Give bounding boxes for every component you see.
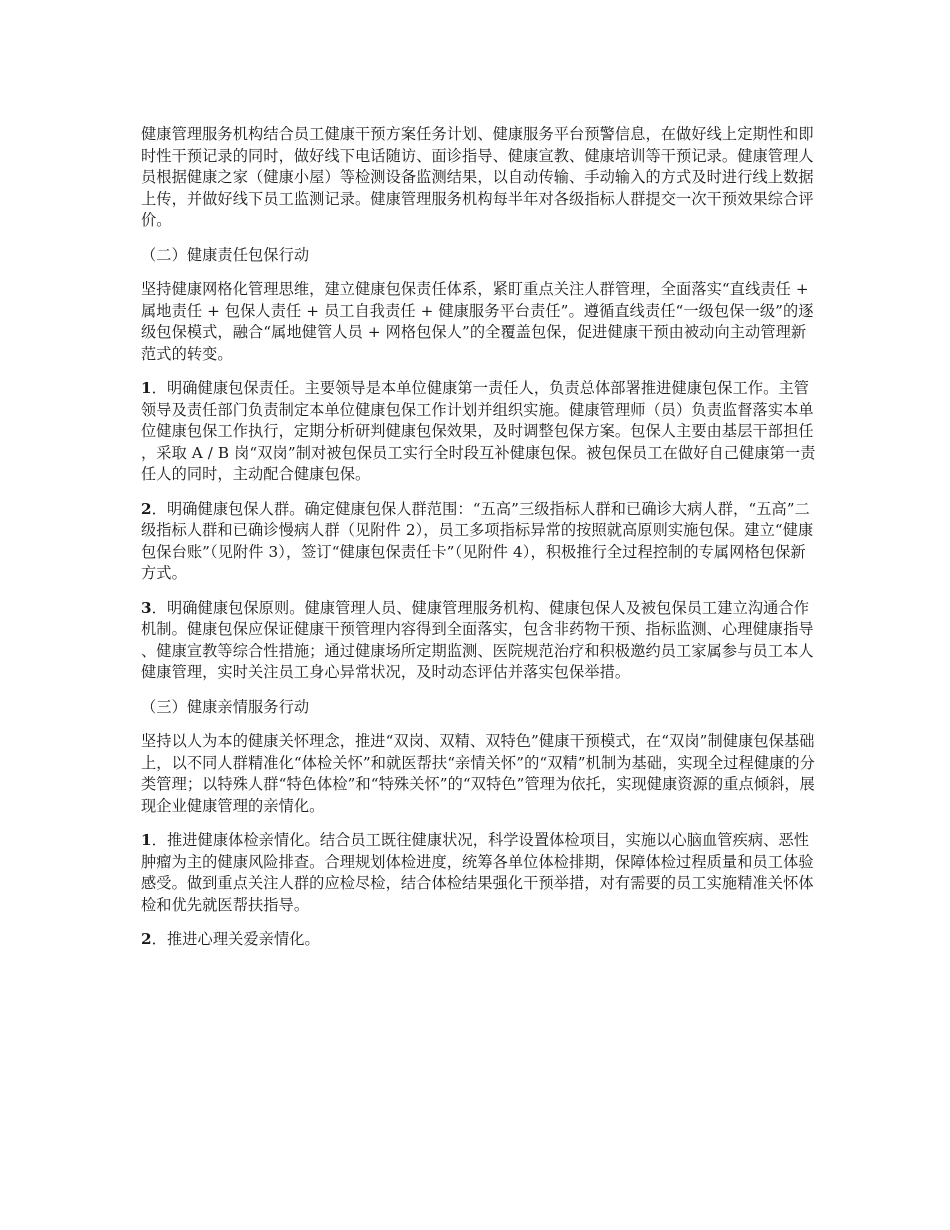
item-text: ．明确健康包保人群。确定健康包保人群范围：“五高”三级指标人群和已确诊大病人群，“五高”二级指标人群和已确诊慢病人群（见附件 2），员工多项指标异常的按照就高原则实施包保。建立“健康包保台账”（见附件 3），签订“健康包保责任卡”（见附件 4），积极推行全过程控制的专属网格包保新方式。 [141,499,814,582]
item-number: 2 [141,930,152,948]
list-item-population [141,499,817,585]
item-number: 1 [141,379,152,397]
item-text: ．推进健康体检亲情化。结合员工既往健康状况，科学设置体检项目，实施以心脑血管疾病、恶性肿瘤为主的健康风险排查。合理规划体检进度，统筹各单位体检排期，保障体检过程质量和员工体验感受。做到重点关注人群的应检尽检，结合体检结果强化干预举措，对有需要的员工实施精准关怀体检和优先就医帮扶指导。 [141,831,814,914]
item-text: ．明确健康包保原则。健康管理人员、健康管理服务机构、健康包保人及被包保员工建立沟通合作机制。健康包保应保证健康干预管理内容得到全面落实，包含非药物干预、指标监测、心理健康指导、健康宣教等综合性措施；通过健康场所定期监测、医院规范治疗和积极邀约员工家属参与员工本人健康管理，实时关注员工身心异常状况，及时动态评估并落实包保举措。 [141,598,814,681]
list-item-psychological-care [141,929,817,951]
item-number: 1 [141,831,152,849]
section-heading-family-care: （三）健康亲情服务行动 [141,697,310,716]
list-item-principles [141,598,817,684]
section-heading-responsibility: （二）健康责任包保行动 [141,245,310,264]
item-text: ．推进心理关爱亲情化。 [151,930,320,948]
item-text: ．明确健康包保责任。主要领导是本单位健康第一责任人，负责总体部署推进健康包保工作。主管领导及责任部门负责制定本单位健康包保工作计划并组织实施。健康管理师（员）负责监督落实本单位健康包保工作执行，定期分析研判健康包保效果，及时调整包保方案。包保人主要由基层干部担任，采取 A / B 岗“双岗”制对被包保员工实行全时段互补健康包保。被包保员工在做好自己健康第一责任人的同时，主动配合健康包保。 [141,379,816,483]
paragraph-care-concept: 坚持以人为本的健康关怀理念，推进“双岗、双精、双特色”健康干预模式，在“双岗”制健康包保基础上，以不同人群精准化“体检关怀”和就医帮扶“亲情关怀”的“双精”机制为基础，实现全过程健康的分类管理；以特殊人群“特色体检”和“特殊关怀”的“双特色”管理为依托，实现健康资源的重点倾斜，展现企业健康管理的亲情化。 [141,732,815,815]
paragraph-intervention-records: 健康管理服务机构结合员工健康干预方案任务计划、健康服务平台预警信息，在做好线上定期性和即时性干预记录的同时，做好线下电话随访、面诊指导、健康宣教、健康培训等干预记录。健康管理人员根据健康之家（健康小屋）等检测设备监测结果，以自动传输、手动输入的方式及时进行线上数据上传，并做好线下员工监测记录。健康管理服务机构每半年对各级指标人群提交一次干预效果综合评价。 [141,125,814,229]
document-page [141,124,817,964]
item-number: 2 [141,499,152,518]
list-item-responsibility [141,378,817,486]
list-item-physical-exam [141,830,817,916]
item-number: 3 [141,598,152,617]
paragraph-responsibility-system: 坚持健康网格化管理思维，建立健康包保责任体系，紧盯重点关注人群管理，全面落实“直线责任 + 属地责任 + 包保人责任 + 员工自我责任 + 健康服务平台责任”。遵循直线责任“一级包保一级”的逐级包保模式，融合“属地健管人员 + 网格包保人”的全覆盖包保，促进健康干预由被动向主动管理新范式的转变。 [141,280,814,363]
